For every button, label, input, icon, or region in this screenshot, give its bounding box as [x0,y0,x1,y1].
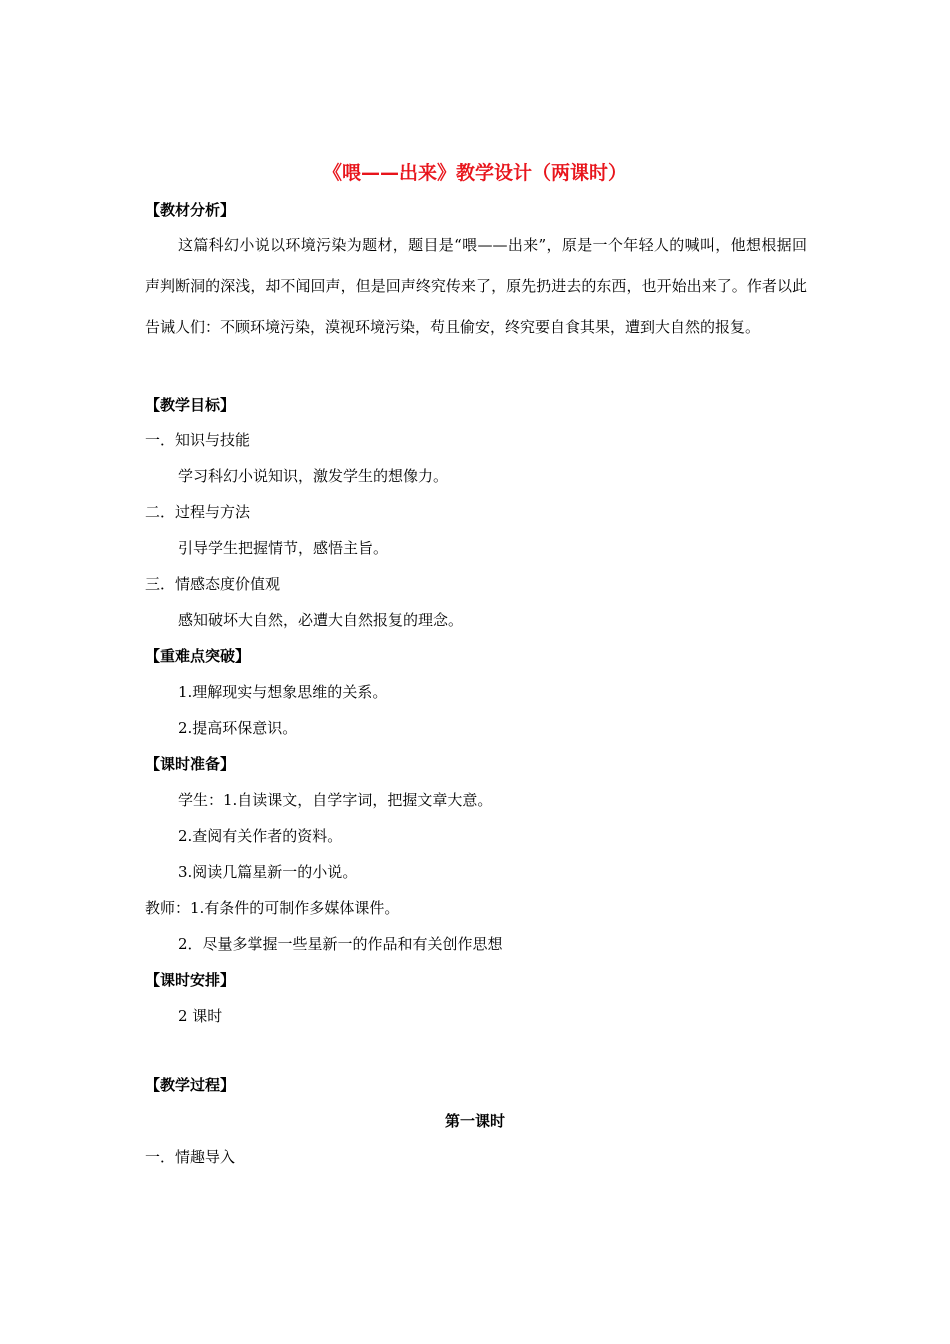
goal-item-title: 一．知识与技能 [145,431,251,449]
goal-item-text: 感知破坏大自然，必遭大自然报复的理念。 [178,611,464,629]
prep-teacher-item: 教师：1.有条件的可制作多媒体课件。 [145,899,400,917]
analysis-paragraph: 这篇科幻小说以环境污染为题材，题目是“喂——出来”，原是一个年轻人的喊叫，他想根据回声判断洞的深浅，却不闻回声，但是回声终究传来了，原先扔进去的东西，也开始出来了。作者以此告诫人们：不顾环境污染，漠视环境污染，苟且偷安，终究要自食其果，遭到大自然的报复。 [145,236,807,336]
section-heading-analysis: 【教材分析】 [145,201,236,219]
section-heading-process: 【教学过程】 [145,1076,236,1094]
goal-item-title: 二．过程与方法 [145,503,251,521]
process-step: 一．情趣导入 [145,1148,236,1166]
prep-student-item: 3.阅读几篇星新一的小说。 [178,863,358,881]
prep-student-item: 学生：1.自读课文，自学字词，把握文章大意。 [178,791,493,809]
section-heading-goals: 【教学目标】 [145,396,236,414]
lesson-title: 第一课时 [444,1112,505,1130]
section-heading-prep: 【课时准备】 [145,755,236,773]
prep-teacher-item: 2．尽量多掌握一些星新一的作品和有关创作思想 [178,935,503,953]
goal-item-text: 引导学生把握情节，感悟主旨。 [178,539,389,557]
schedule-text: 2 课时 [178,1007,223,1025]
section-heading-schedule: 【课时安排】 [145,971,236,989]
goal-item-title: 三．情感态度价值观 [145,575,281,593]
keypoint-item: 2.提高环保意识。 [178,719,298,737]
document-title: 《喂——出来》教学设计（两课时） [322,162,627,184]
prep-student-item: 2.查阅有关作者的资料。 [178,827,343,845]
goal-item-text: 学习科幻小说知识，激发学生的想像力。 [178,467,449,485]
section-heading-keypoints: 【重难点突破】 [145,647,251,665]
keypoint-item: 1.理解现实与想象思维的关系。 [178,683,388,701]
